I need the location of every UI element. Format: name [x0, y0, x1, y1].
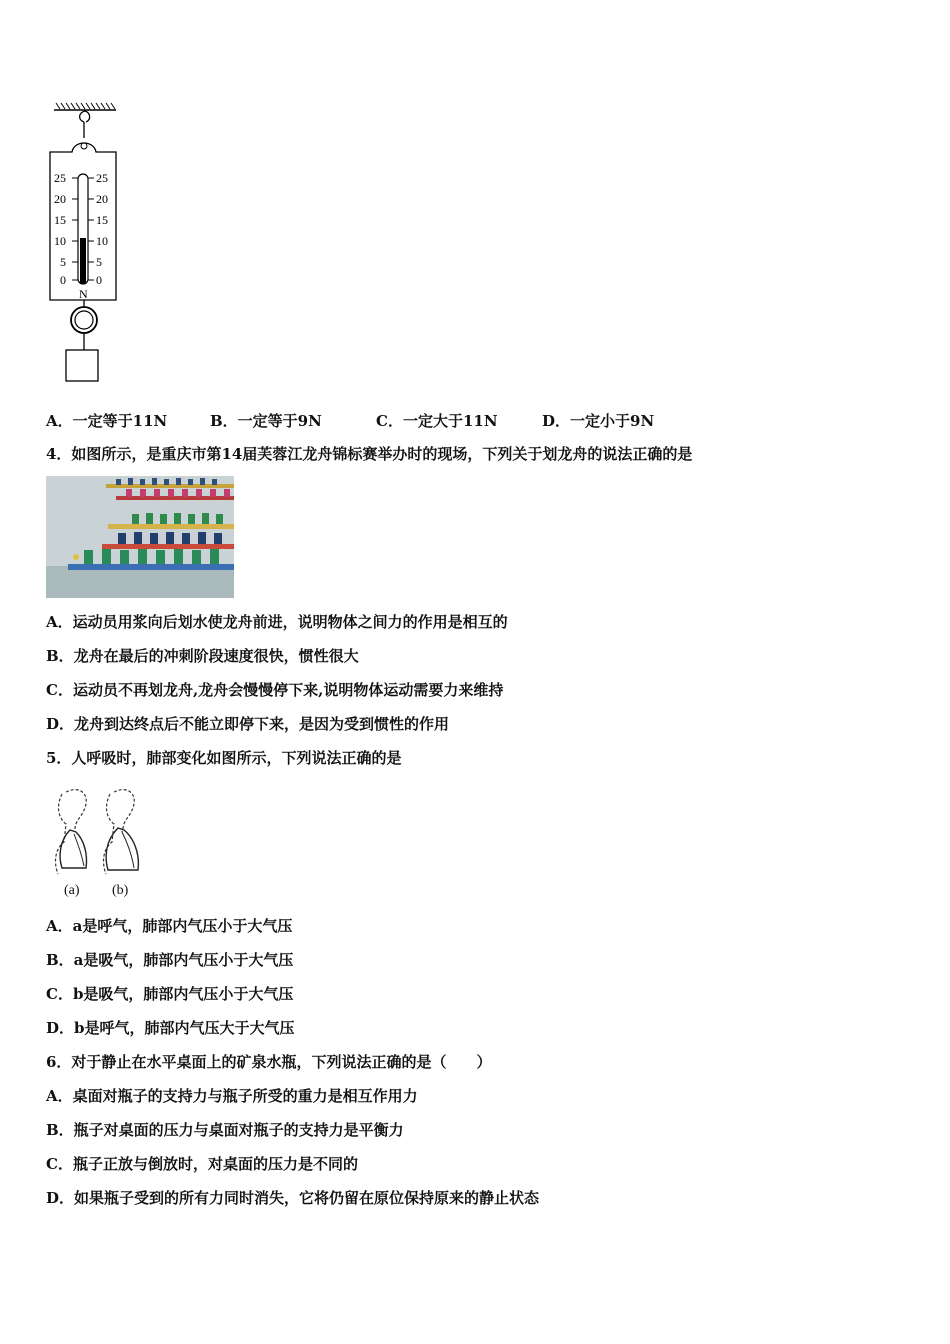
q6-option-d: D．如果瓶子受到的所有力同时消失，它将仍留在原位保持原来的静止状态 [46, 1189, 540, 1207]
scale-left-tick: 15 [54, 213, 66, 227]
scale-right-tick: 5 [96, 255, 102, 269]
q4-question: 4．如图所示，是重庆市第14届芙蓉江龙舟锦标赛举办时的现场，下列关于划龙舟的说法正确的是 [46, 445, 693, 463]
q6-option-b: B．瓶子对桌面的压力与桌面对瓶子的支持力是平衡力 [46, 1121, 404, 1139]
figure-label-b: (b) [112, 883, 129, 898]
figure-label-a: (a) [64, 883, 80, 898]
q6-option-a: A．桌面对瓶子的支持力与瓶子所受的重力是相互作用力 [46, 1087, 418, 1105]
q5-option-d: D．b是呼气，肺部内气压大于大气压 [46, 1019, 295, 1037]
q5-option-a: A．a是呼气，肺部内气压小于大气压 [46, 917, 293, 935]
q4-option-a: A．运动员用浆向后划水使龙舟前进，说明物体之间力的作用是相互的 [46, 613, 508, 631]
spring-scale-figure [44, 100, 134, 390]
q4-option-c: C．运动员不再划龙舟,龙舟会慢慢停下来,说明物体运动需要力来维持 [46, 681, 504, 699]
scale-unit: N [79, 287, 88, 301]
q4-option-d: D．龙舟到达终点后不能立即停下来，是因为受到惯性的作用 [46, 715, 450, 733]
lung-figure [48, 784, 148, 900]
scale-left-tick: 0 [60, 273, 66, 287]
q5-option-b: B．a是吸气，肺部内气压小于大气压 [46, 951, 294, 969]
q4-option-b: B．龙舟在最后的冲刺阶段速度很快，惯性很大 [46, 647, 359, 665]
option-d: D．一定小于9N [542, 412, 655, 430]
q6-option-c: C．瓶子正放与倒放时，对桌面的压力是不同的 [46, 1155, 358, 1173]
q5-option-c: C．b是吸气，肺部内气压小于大气压 [46, 985, 294, 1003]
scale-left-tick: 20 [54, 192, 66, 206]
scale-right-tick: 15 [96, 213, 108, 227]
option-b: B．一定等于9N [210, 412, 322, 430]
scale-right-tick: 25 [96, 171, 108, 185]
scale-right-tick: 20 [96, 192, 108, 206]
scale-left-tick: 25 [54, 171, 66, 185]
option-c: C．一定大于11N [376, 412, 498, 430]
scale-right-tick: 0 [96, 273, 102, 287]
dragon-boat-photo [46, 476, 234, 598]
scale-left-tick: 5 [60, 255, 66, 269]
q6-question: 6．对于静止在水平桌面上的矿泉水瓶，下列说法正确的是（ ） [46, 1053, 492, 1071]
q5-question: 5．人呼吸时，肺部变化如图所示，下列说法正确的是 [46, 749, 402, 767]
scale-right-tick: 10 [96, 234, 108, 248]
option-a: A．一定等于11N [46, 412, 168, 430]
q3-options [46, 410, 906, 430]
scale-left-tick: 10 [54, 234, 66, 248]
